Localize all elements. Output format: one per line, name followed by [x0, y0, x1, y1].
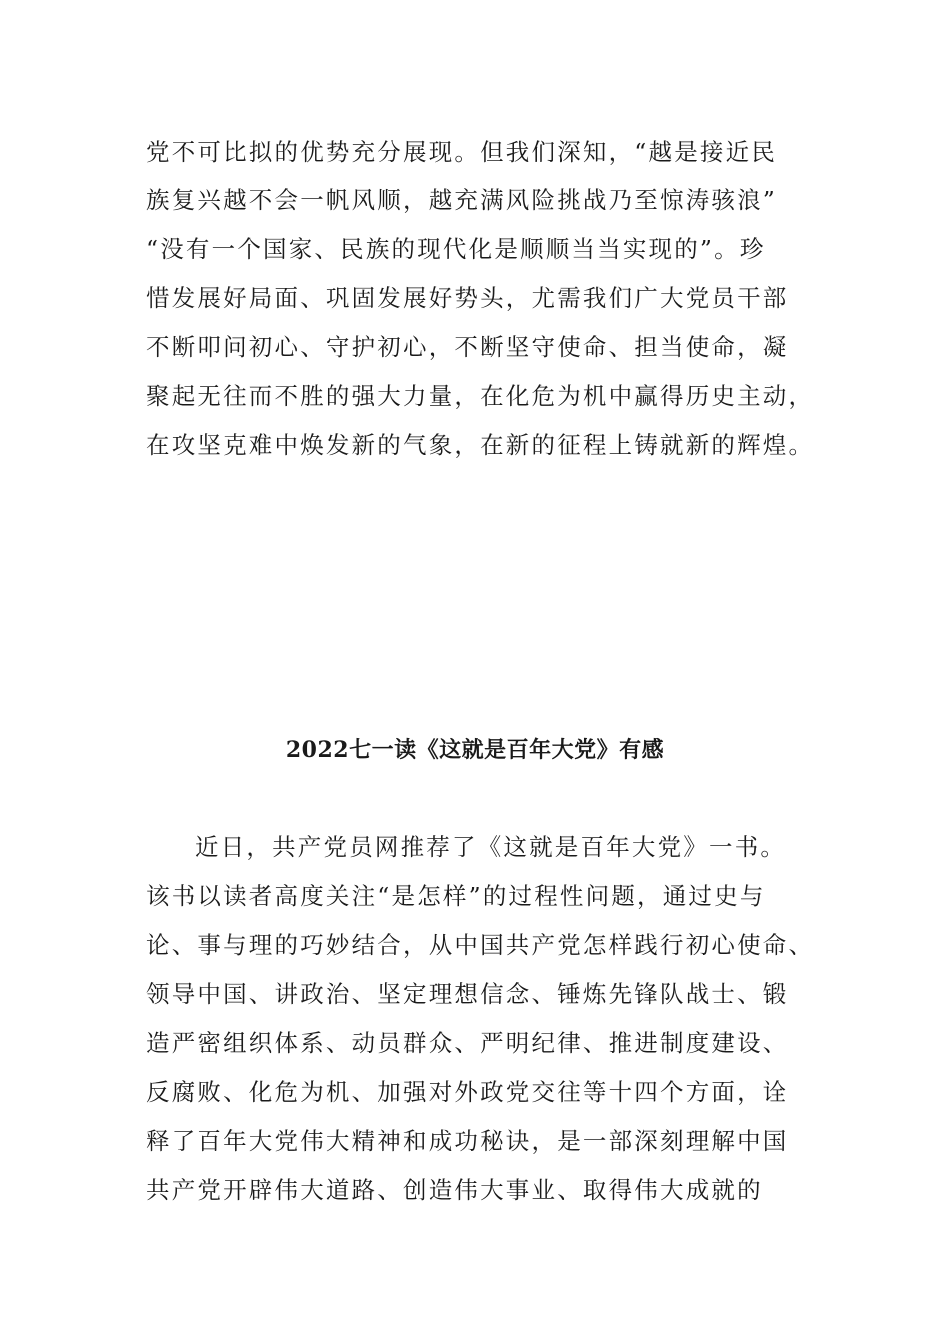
- paragraph-line: 释了百年大党伟大精神和成功秘诀，是一部深刻理解中国: [146, 1127, 789, 1155]
- paragraph-line: 反腐败、化危为机、加强对外政党交往等十四个方面，诠: [146, 1078, 789, 1106]
- article-title: 2022七一读《这就是百年大党》有感: [285, 737, 665, 763]
- paragraph-line: 党不可比拟的优势充分展现。但我们深知，“越是接近民: [146, 138, 778, 166]
- paragraph-line: 共产党开辟伟大道路、创造伟大事业、取得伟大成就的: [146, 1176, 763, 1204]
- paragraph-line: 不断叩问初心、守护初心，不断坚守使命、担当使命，凝: [146, 333, 789, 361]
- paragraph-line: 族复兴越不会一帆风顺，越充满风险挑战乃至惊涛骇浪”: [146, 186, 778, 214]
- paragraph-line: 近日，共产党员网推荐了《这就是百年大党》一书。: [195, 833, 787, 861]
- paragraph-line: “没有一个国家、民族的现代化是顺顺当当实现的”。珍: [146, 235, 766, 263]
- paragraph-line: 造严密组织体系、动员群众、严明纪律、推进制度建设、: [146, 1029, 789, 1057]
- paragraph-line: 惜发展好局面、巩固发展好势头，尤需我们广大党员干部: [146, 284, 789, 312]
- paragraph-line: 该书以读者高度关注“是怎样”的过程性问题，通过史与: [146, 882, 766, 910]
- paragraph-line: 论、事与理的巧妙结合，从中国共产党怎样践行初心使命、: [146, 931, 815, 959]
- paragraph-line: 领导中国、讲政治、坚定理想信念、锤炼先锋队战士、锻: [146, 980, 789, 1008]
- paragraph-line: 在攻坚克难中焕发新的气象，在新的征程上铸就新的辉煌。: [146, 431, 815, 459]
- paragraph-line: 聚起无往而不胜的强大力量，在化危为机中赢得历史主动，: [146, 382, 815, 410]
